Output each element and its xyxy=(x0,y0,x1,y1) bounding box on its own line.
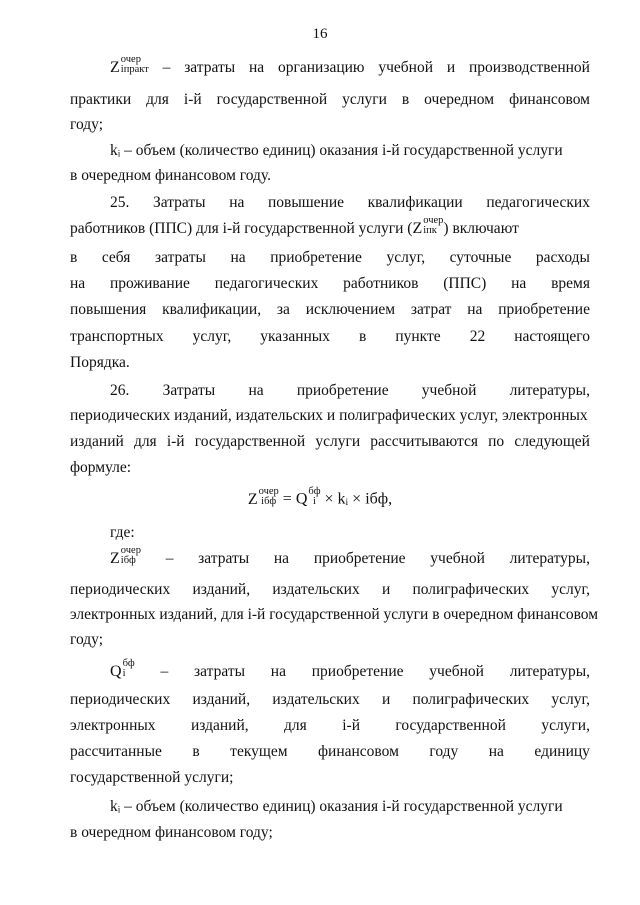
p25-line1: 25. Затраты на повышение квалификации педагогических xyxy=(110,194,590,211)
k-def1-line1: kᵢ – объем (количество единиц) оказания i-й государственной услуги xyxy=(110,142,563,159)
z-prakt-symbol: Z очер iпракт xyxy=(110,54,149,76)
z-prakt-line3: году; xyxy=(70,116,104,133)
q-def-line5: государственной услуги; xyxy=(70,769,234,786)
p26-line3: изданий для i-й государственной услуги рассчитываются по следующей xyxy=(70,433,590,450)
p25-line6: транспортных услуг, указанных в пункте 22 настоящего xyxy=(70,328,590,345)
p25-line5: повышения квалификации, за исключением затрат на приобретение xyxy=(70,301,590,318)
z2-def-line3: электронных изданий, для i-й государственной услуги в очередном финансовом xyxy=(70,606,599,623)
p25-line7: Порядка. xyxy=(70,354,130,371)
q-def-line3: электронных изданий, для i-й государственной услуги, xyxy=(70,717,590,734)
z2-def-line1: Z очер iбф – затраты на приобретение учебной литературы, xyxy=(110,545,590,567)
z2-def-line4: году; xyxy=(70,631,104,648)
p26-line1: 26. Затраты на приобретение учебной литературы, xyxy=(110,382,590,399)
z2-def-line2: периодических изданий, издательских и полиграфических услуг, xyxy=(70,581,590,598)
p25-line4: на проживание педагогических работников (ППС) на время xyxy=(70,275,590,292)
page-number: 16 xyxy=(312,26,328,42)
z-prakt-line2: практики для i-й государственной услуги в очередном финансовом xyxy=(70,91,590,108)
k-def2-line1: kᵢ – объем (количество единиц) оказания i-й государственной услуги xyxy=(110,798,563,815)
q-def-line1: Q бф i – затраты на приобретение учебной литературы, xyxy=(110,658,590,680)
p25-line3: в себя затраты на приобретение услуг, суточные расходы xyxy=(70,249,590,266)
p26-line2: периодических изданий, издательских и полиграфических услуг, электронных xyxy=(70,407,588,424)
p26-line4: формуле: xyxy=(70,459,132,476)
k-def2-line2: в очередном финансовом году; xyxy=(70,824,273,841)
where-label: где: xyxy=(110,524,135,541)
q-def-line4: рассчитанные в текущем финансовом году на единицу xyxy=(70,743,590,760)
q-def-line2: периодических изданий, издательских и полиграфических услуг, xyxy=(70,691,590,708)
p25-line2: работников (ППС) для i-й государственной услуги (Z очер iпк ) включают xyxy=(70,215,519,237)
k-def1-line2: в очередном финансовом году. xyxy=(70,167,271,184)
formula: Z очер iбф = Q бф i × kᵢ × iбф, xyxy=(247,486,393,508)
z-prakt-line1: Z очер iпракт – затраты на организацию учебной и производственной xyxy=(110,58,590,78)
